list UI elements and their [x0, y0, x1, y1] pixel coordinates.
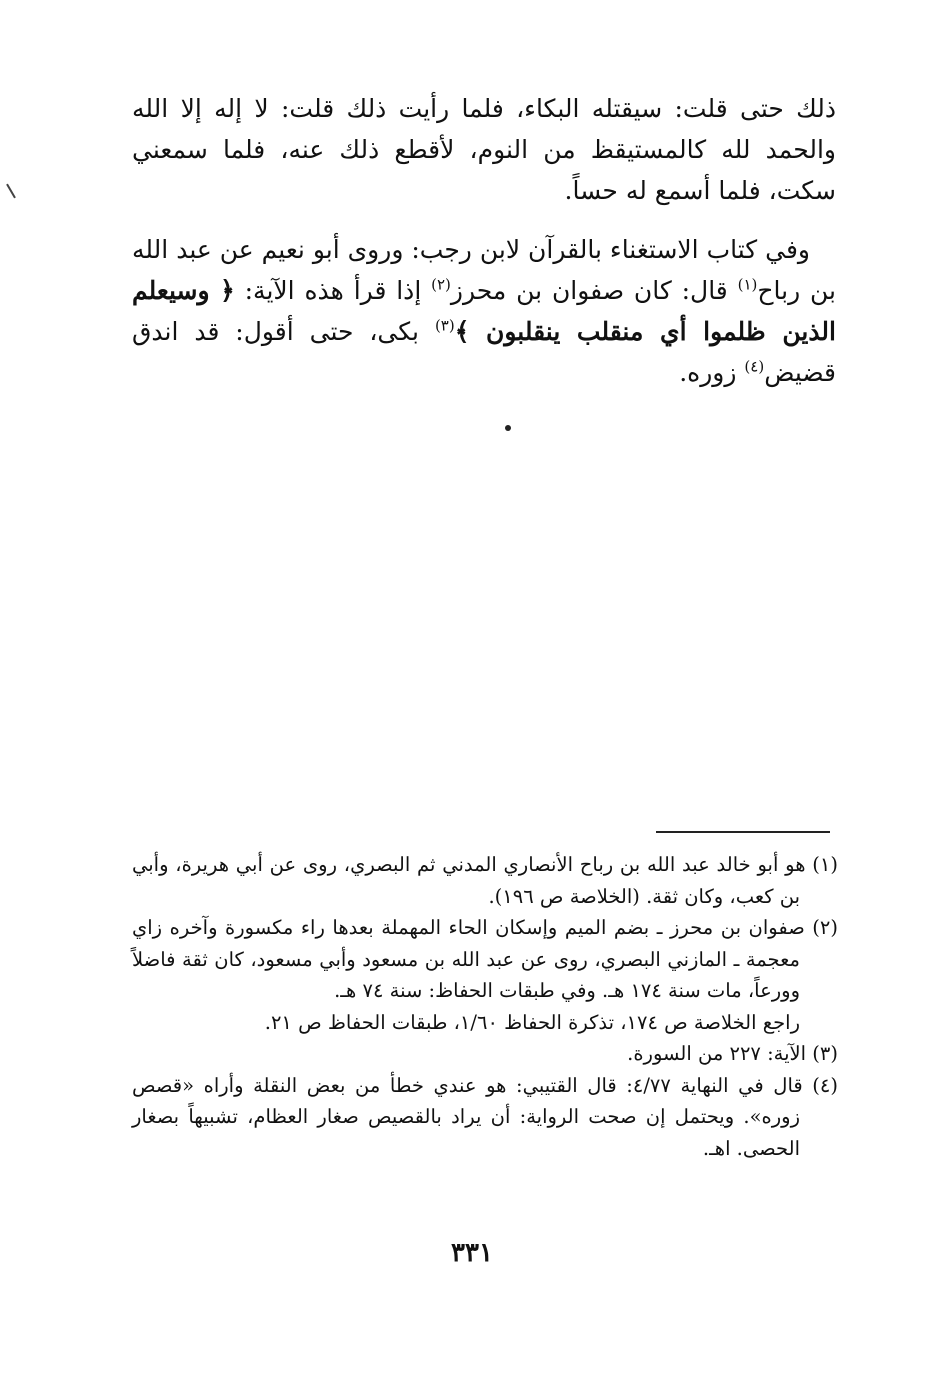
main-paragraph-1: ذلك حتى قلت: سيقتله البكاء، فلما رأيت ذلك قلت: لا إله إلا الله والحمد لله كالمستيقظ من النوم، لأقطع ذلك عنه، فلما سمعني سكت، فلما أسمع له حساً.: [132, 94, 836, 205]
stray-dot: [505, 425, 511, 431]
footnotes-section: [132, 849, 838, 1164]
footnote-4: (٤) قال في النهاية ٤/٧٧: قال القتيبي: هو عندي خطأ من بعض النقلة وأراه «قصص زوره». ويحتمل إن صحت الرواية: أن يراد بالقصيص صغار العظام، تشبيهاً بصغار الحصى. اهـ.: [132, 1073, 838, 1160]
footnote-1: (١) هو أبو خالد عبد الله بن رباح الأنصاري المدني ثم البصري، روى عن أبي هريرة، وأبي بن كعب، وكان ثقة. (الخلاصة ص ١٩٦).: [132, 853, 838, 908]
margin-mark: [6, 184, 16, 199]
footnote-ref-1[interactable]: (١): [737, 275, 758, 294]
p2-text-a: وفي كتاب الاستغناء بالقرآن لابن رجب: وروى أبو نعيم عن عبد الله بن رباح: [132, 235, 837, 305]
p2-text-c: إذا قرأ هذه الآية:: [234, 276, 432, 305]
footnote-2: (٢) صفوان بن محرز ـ بضم الميم وإسكان الحاء المهملة بعدها راء مكسورة وآخره زاي معجمة ـ المازني البصري، روى عن عبد الله بن مسعود وأبي مسعود، كان ثقة فاضلاً وورعاً، مات سنة ١٧٤ هـ. وفي طبقات الحفاظ: سنة ٧٤ هـ.: [132, 916, 838, 1002]
p2-text-e: زوره.: [679, 358, 745, 387]
footnote-divider: [656, 831, 830, 833]
p2-text-d: بكى، حتى أقول: قد اندق قضيض: [132, 317, 836, 387]
footnote-2-references: راجع الخلاصة ص ١٧٤، تذكرة الحفاظ ١/٦٠، طبقات الحفاظ ص ٢١.: [264, 1010, 800, 1034]
footnote-ref-4[interactable]: (٤): [744, 357, 765, 376]
main-text-body: [132, 88, 836, 393]
quran-verse: ﴿ وسيعلم الذين ظلموا أي منقلب ينقلبون ﴾: [132, 276, 836, 346]
footnote-ref-2[interactable]: (٢): [431, 275, 451, 294]
p2-text-b: قال: كان صفوان بن محرز: [450, 276, 738, 305]
main-paragraph-2: [132, 229, 836, 393]
footnote-3: (٣) الآية: ٢٢٧ من السورة.: [627, 1042, 838, 1065]
page-number: ٣٣١: [451, 1238, 493, 1268]
footnote-ref-3[interactable]: (٣): [434, 316, 455, 335]
